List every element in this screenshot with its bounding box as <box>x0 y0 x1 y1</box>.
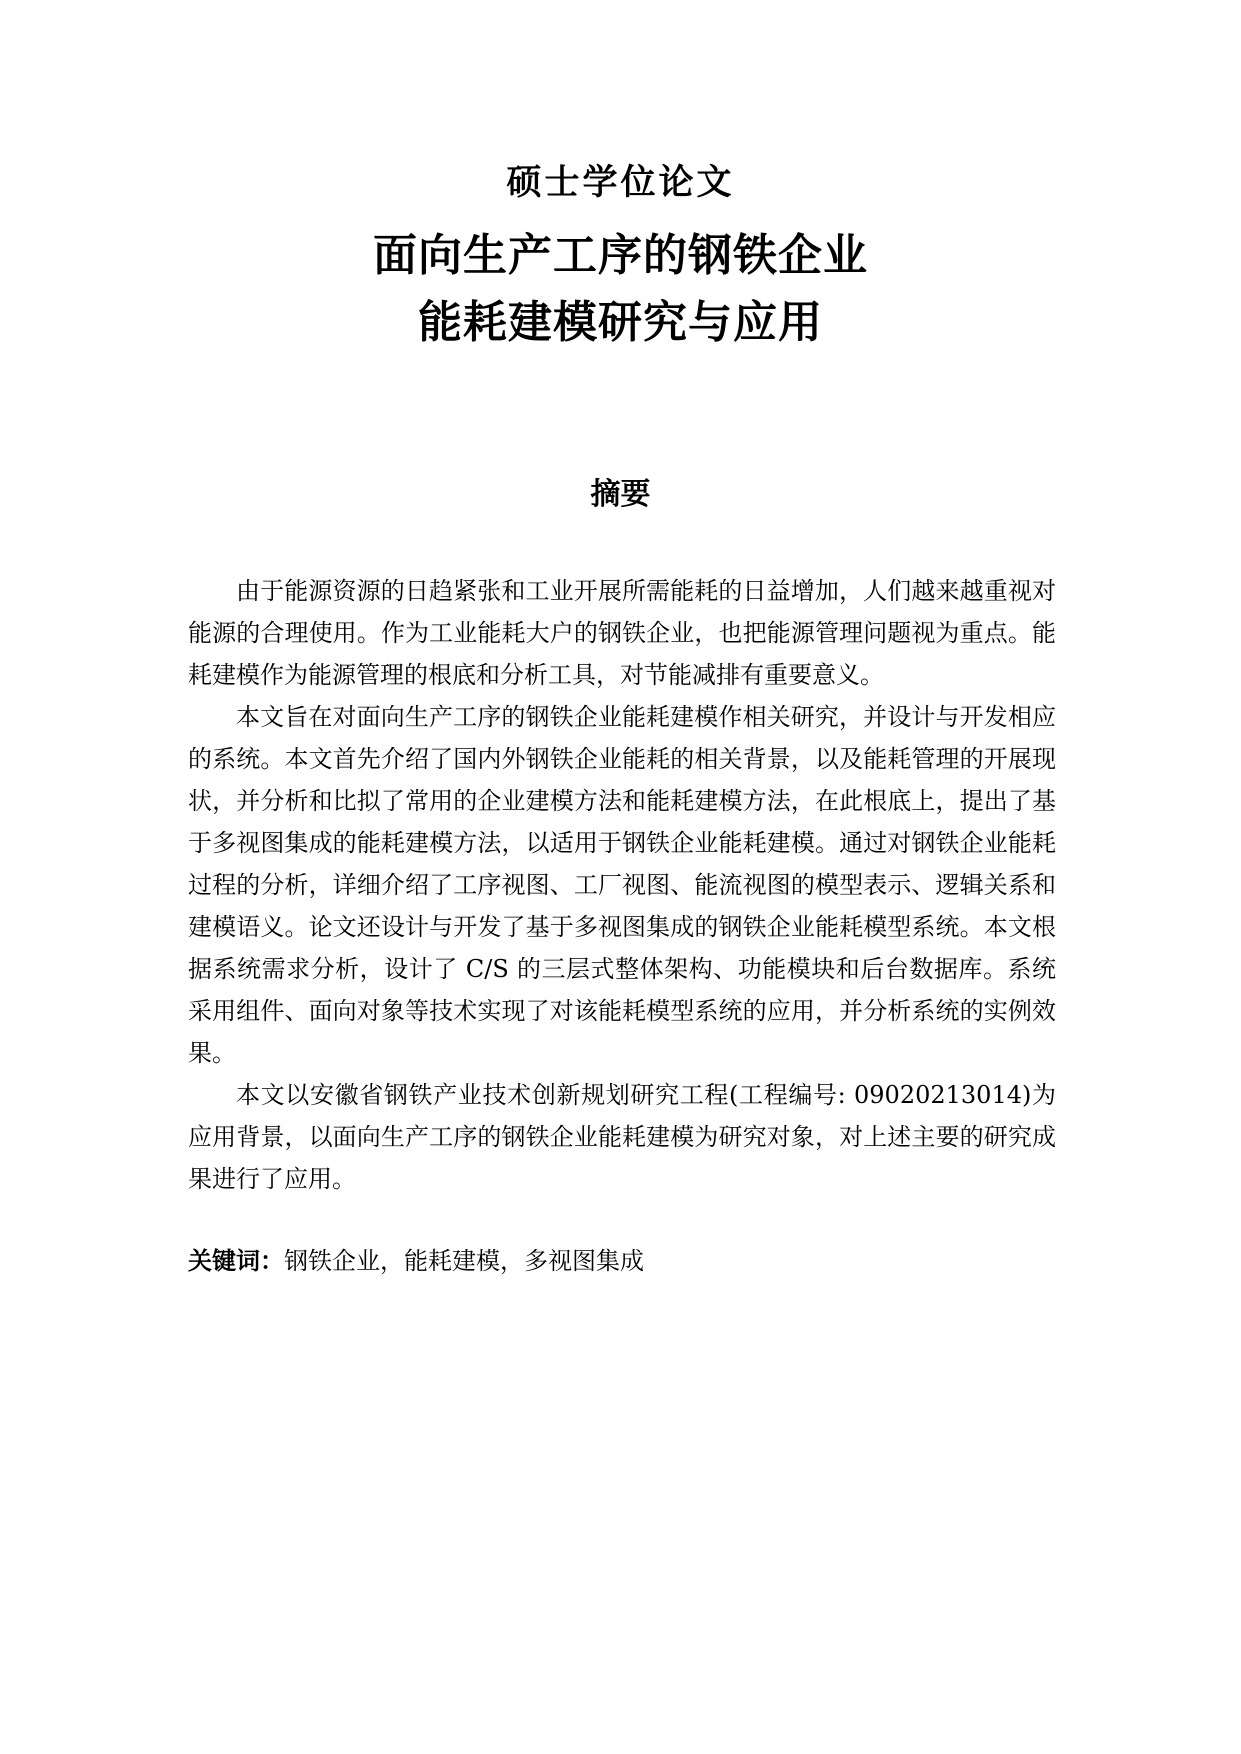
keywords-value: 钢铁企业，能耗建模，多视图集成 <box>284 1247 644 1275</box>
abstract-body <box>188 570 1056 1200</box>
abstract-heading: 摘要 <box>590 477 651 512</box>
degree-type-heading: 硕士学位论文 <box>506 162 735 203</box>
keywords-line <box>188 1240 1056 1282</box>
abstract-paragraph-1: 由于能源资源的日趋紧张和工业开展所需能耗的日益增加，人们越来越重视对能源的合理使用。作为工业能耗大户的钢铁企业，也把能源管理问题视为重点。能耗建模作为能源管理的根底和分析工具，对节能减排有重要意义。 <box>188 577 1056 689</box>
keywords-label: 关键词： <box>188 1247 284 1275</box>
thesis-title-line-1: 面向生产工序的钢铁企业 <box>373 230 868 281</box>
abstract-paragraph-3: 本文以安徽省钢铁产业技术创新规划研究工程(工程编号: 09020213014)为应用背景，以面向生产工序的钢铁企业能耗建模为研究对象，对上述主要的研究成果进行了应用。 <box>188 1081 1056 1193</box>
thesis-title-line-2: 能耗建模研究与应用 <box>418 297 823 348</box>
abstract-paragraph-2: 本文旨在对面向生产工序的钢铁企业能耗建模作相关研究，并设计与开发相应的系统。本文首先介绍了国内外钢铁企业能耗的相关背景，以及能耗管理的开展现状，并分析和比拟了常用的企业建模方法和能耗建模方法，在此根底上，提出了基于多视图集成的能耗建模方法，以适用于钢铁企业能耗建模。通过对钢铁企业能耗过程的分析，详细介绍了工序视图、工厂视图、能流视图的模型表示、逻辑关系和建模语义。论文还设计与开发了基于多视图集成的钢铁企业能耗模型系统。本文根据系统需求分析，设计了 C/S 的三层式整体架构、功能模块和后台数据库。系统采用组件、面向对象等技术实现了对该能耗模型系统的应用，并分析系统的实例效果。 <box>188 703 1056 1067</box>
